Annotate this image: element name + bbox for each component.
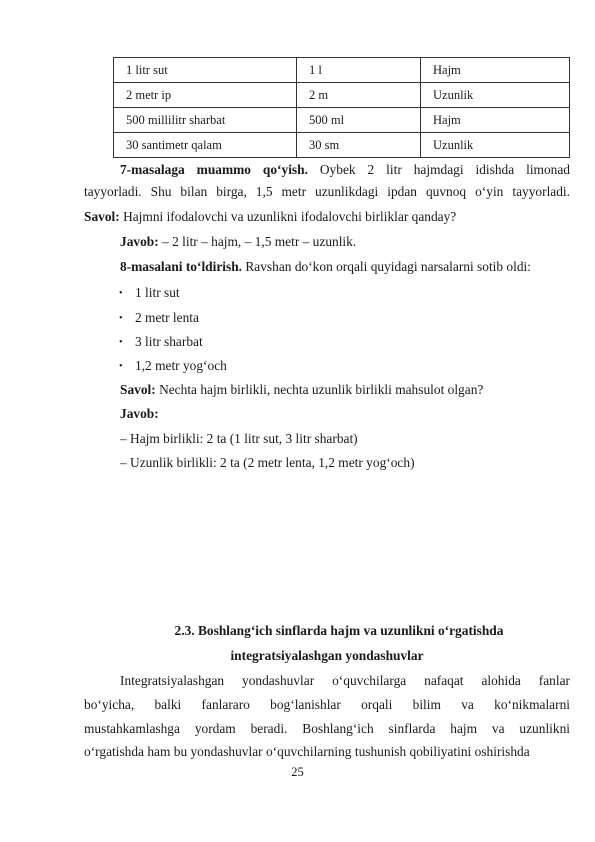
- table-cell: 2 m: [297, 83, 421, 108]
- task8-answer-line2: – Uzunlik birlikli: 2 ta (2 metr lenta, 1,2 metr yog‘och): [120, 455, 415, 470]
- task7-question: [84, 208, 456, 226]
- table-row: [114, 108, 570, 133]
- bullet-icon: •: [119, 312, 123, 324]
- list-item-label: 1 litr sut: [135, 285, 180, 300]
- table-cell: Hajm: [421, 58, 570, 83]
- section-paragraph-line: bo‘yicha, balki fanlararo bog‘lanishlar orqali bilim va ko‘nikmalarni: [84, 697, 570, 712]
- table-cell: Hajm: [421, 108, 570, 133]
- table-cell: Uzunlik: [421, 83, 570, 108]
- table-cell: 1 litr sut: [114, 58, 297, 83]
- list-item: [119, 333, 203, 352]
- task7-text-line2: tayyorladi. Shu bilan birga, 1,5 metr uzunlikdagi ipdan quvnoq o‘yin tayyorladi.: [84, 184, 570, 199]
- list-item: [119, 357, 227, 376]
- units-table-body: [114, 58, 570, 158]
- bullet-icon: •: [119, 287, 123, 299]
- bullet-icon: •: [119, 360, 123, 372]
- task7-label: 7-masalaga muammo qo‘yish.: [120, 162, 308, 177]
- section-paragraph-line: mustahkamlashga yordam beradi. Boshlang‘ich sinflarda hajm va uzunlikni: [84, 721, 570, 736]
- section-paragraph-line: Integratsiyalashgan yondashuvlar o‘quvchilarga nafaqat alohida fanlar: [120, 673, 570, 688]
- table-cell: 30 santimetr qalam: [114, 133, 297, 158]
- table-row: [114, 133, 570, 158]
- list-item-label: 1,2 metr yog‘och: [135, 358, 227, 373]
- task8-intro: [120, 258, 531, 276]
- table-cell: 1 l: [297, 58, 421, 83]
- units-table: [113, 57, 570, 158]
- table-cell: 2 metr ip: [114, 83, 297, 108]
- table-row: [114, 58, 570, 83]
- section-title-line1: 2.3. Boshlang‘ich sinflarda hajm va uzunlikni o‘rgatishda: [174, 623, 504, 638]
- task7-question-text: Hajmni ifodalovchi va uzunlikni ifodalovchi birliklar qanday?: [119, 209, 457, 224]
- table-row: [114, 83, 570, 108]
- list-item: [119, 309, 199, 328]
- task8-answer-label: Javob:: [120, 406, 159, 421]
- task7-answer-label: Javob:: [120, 234, 159, 249]
- list-item-label: 3 litr sharbat: [135, 334, 203, 349]
- table-cell: 500 millilitr sharbat: [114, 108, 297, 133]
- task7-question-label: Savol:: [84, 209, 120, 224]
- table-cell: Uzunlik: [421, 133, 570, 158]
- list-item-label: 2 metr lenta: [135, 310, 199, 325]
- task8-label: 8-masalani to‘ldirish.: [120, 259, 243, 274]
- section-title-line2: integratsiyalashgan yondashuvlar: [230, 648, 424, 663]
- section-paragraph-line: o‘rgatishda ham bu yondashuvlar o‘quvchilarning tushunish qobiliyatini oshirishda: [84, 744, 530, 759]
- task7-paragraph-line1: [84, 159, 570, 181]
- task8-text: Ravshan do‘kon orqali quyidagi narsalarni sotib oldi:: [242, 259, 531, 274]
- list-item: [119, 284, 180, 303]
- task8-question-label: Savol:: [120, 382, 156, 397]
- task8-answer-heading: [120, 405, 159, 423]
- page-number: 25: [291, 765, 304, 779]
- task7-text-line1: Oybek 2 litr hajmdagi idishda limonad: [307, 162, 570, 177]
- task8-question-text: Nechta hajm birlikli, nechta uzunlik birlikli mahsulot olgan?: [155, 382, 484, 397]
- bullet-icon: •: [119, 336, 123, 348]
- task8-answer-line1: – Hajm birlikli: 2 ta (1 litr sut, 3 litr sharbat): [120, 431, 358, 446]
- table-cell: 30 sm: [297, 133, 421, 158]
- task7-answer: [120, 233, 356, 251]
- task7-paragraph-line2: [84, 181, 570, 203]
- table-cell: 500 ml: [297, 108, 421, 133]
- task8-question: [120, 381, 483, 399]
- task7-answer-text: – 2 litr – hajm, – 1,5 metr – uzunlik.: [158, 234, 357, 249]
